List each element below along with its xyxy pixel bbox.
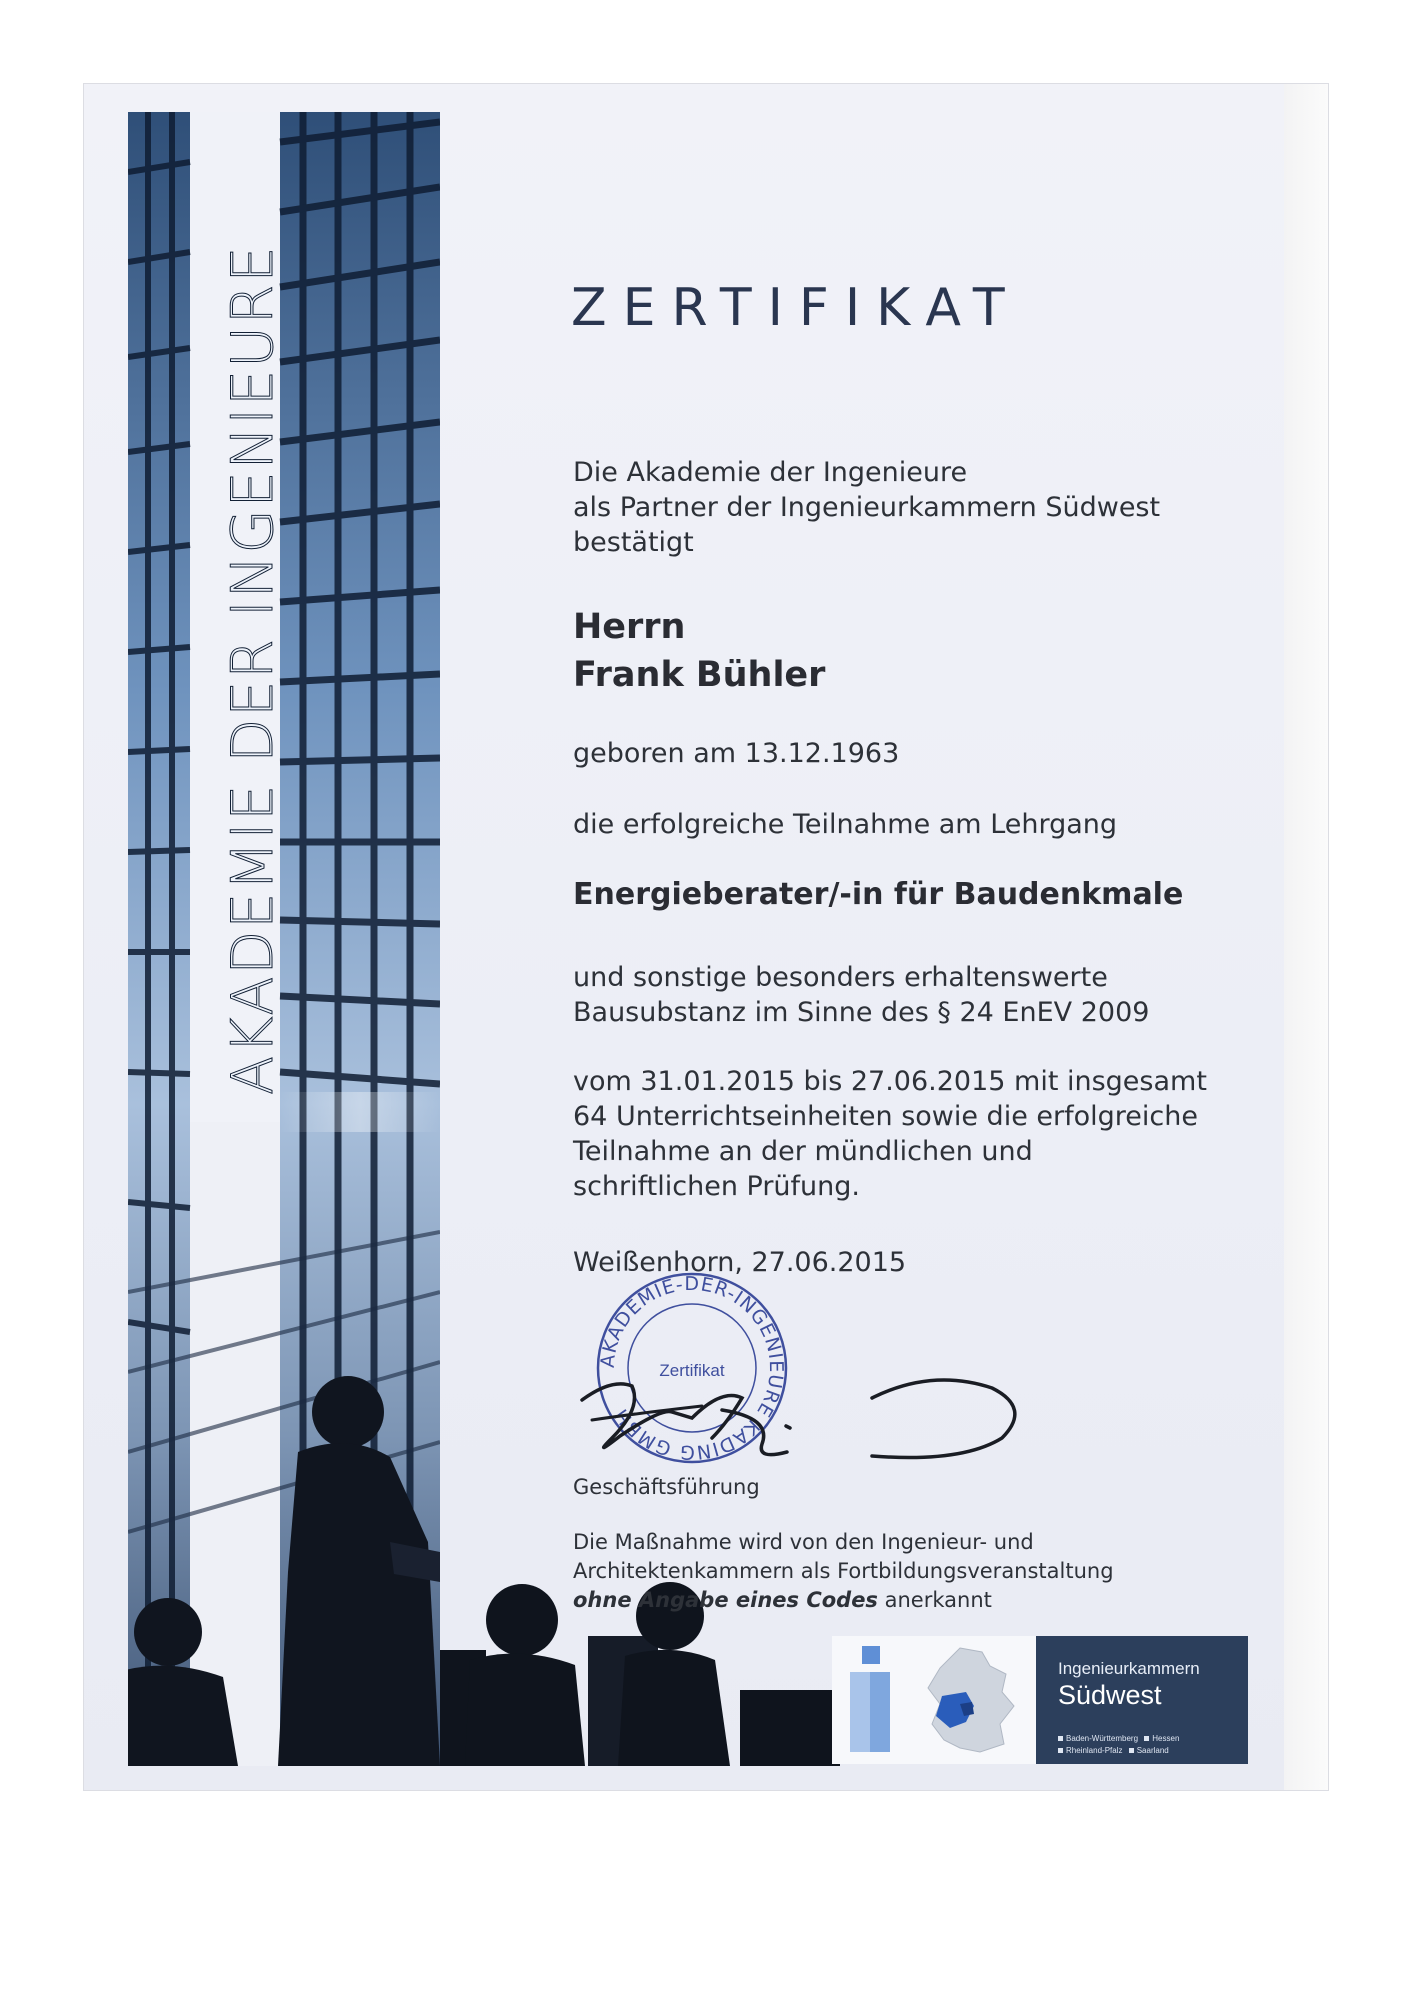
seal-center-text: Zertifikat [659, 1361, 725, 1380]
chamber-title: Ingenieurkammern [1058, 1659, 1200, 1678]
recognition-tail: anerkannt [877, 1588, 992, 1612]
intro-line: Die Akademie der Ingenieure [573, 457, 968, 488]
place-date: Weißenhorn, 27.06.2015 [573, 1247, 907, 1278]
recognition-line-final [573, 1586, 1114, 1615]
period-line: schriftlichen Prüfung. [573, 1171, 860, 1202]
course-detail-line: Bausubstanz im Sinne des § 24 EnEV 2009 [573, 997, 1150, 1028]
period-line: 64 Unterrichtseinheiten sowie die erfolgreiche [573, 1101, 1198, 1132]
participation-text: die erfolgreiche Teilnahme am Lehrgang [573, 809, 1118, 840]
recognition-line: Die Maßnahme wird von den Ingenieur- und [573, 1530, 1034, 1554]
intro-line: als Partner der Ingenieurkammern Südwest [573, 492, 1161, 523]
salutation: Herrn [573, 607, 686, 647]
course-detail-line: und sonstige besonders erhaltenswerte [573, 962, 1108, 993]
period-line: vom 31.01.2015 bis 27.06.2015 mit insgesamt [573, 1066, 1207, 1097]
period-line: Teilnahme an der mündlichen und [573, 1136, 1033, 1167]
signer-role: Geschäftsführung [573, 1475, 760, 1499]
state-label: Baden-Württemberg [1066, 1734, 1139, 1743]
germany-map-icon [920, 1644, 1020, 1756]
intro-paragraph [573, 455, 1160, 560]
sheet-edge [1284, 84, 1328, 1790]
recipient-block [573, 603, 825, 699]
recipient-name: Frank Bühler [573, 655, 826, 695]
course-detail [573, 960, 1149, 1030]
vertical-title: AKADEMIE DER INGENIEURE [220, 244, 286, 1095]
recognition-note [573, 1528, 1114, 1615]
state-label: Hessen [1152, 1734, 1180, 1743]
chamber-subtitle: Südwest [1058, 1680, 1162, 1710]
course-title: Energieberater/-in für Baudenkmale [573, 877, 1184, 912]
certificate-title: ZERTIFIKAT [571, 278, 1021, 338]
birth-date: geboren am 13.12.1963 [573, 738, 900, 769]
recognition-emphasis: ohne Angabe eines Codes [573, 1588, 878, 1612]
seal-ring-text: AKADEMIE-DER-INGENIEURE KADING GMBH [596, 1272, 788, 1464]
chamber-states-row [1058, 1746, 1169, 1755]
period-paragraph [573, 1064, 1207, 1204]
i-logo-icon [844, 1644, 896, 1754]
recognition-line: Architektenkammern als Fortbildungsveranstaltung [573, 1559, 1114, 1583]
state-label: Rheinland-Pfalz [1066, 1746, 1123, 1755]
state-label: Saarland [1136, 1746, 1169, 1755]
handwritten-signature [572, 1348, 1032, 1468]
chamber-states-row [1058, 1734, 1179, 1743]
intro-line: bestätigt [573, 527, 694, 558]
